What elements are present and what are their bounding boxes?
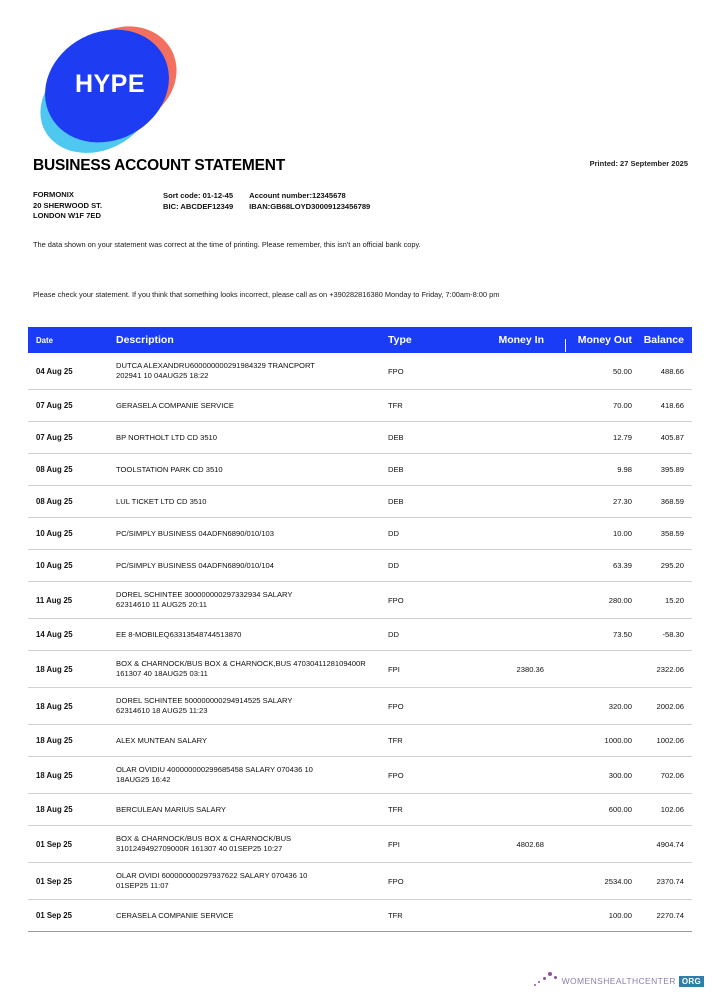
table-row xyxy=(28,550,692,582)
description-line-2: 3101249492709000R 161307 40 01SEP25 10:27 xyxy=(116,844,283,853)
cell-money-out: 50.00 xyxy=(612,366,632,376)
cell-description xyxy=(116,561,388,571)
description-line-1: BP NORTHOLT LTD CD 3510 xyxy=(116,432,218,442)
cell-balance: 15.20 xyxy=(664,595,684,605)
cell-money-out: 1000.00 xyxy=(604,736,632,745)
cell-description xyxy=(116,401,388,411)
notice-printing: The data shown on your statement was correct at the time of printing. Please remember, this isn't an official bank copy. xyxy=(33,240,421,249)
table-row xyxy=(28,651,692,688)
cell-description xyxy=(116,871,388,891)
table-row xyxy=(28,757,692,794)
description-line-1: BOX & CHARNOCK/BUS BOX & CHARNOCK,BUS 4703041128109400R xyxy=(116,659,366,668)
table-row xyxy=(28,582,692,619)
cell-description xyxy=(116,497,388,507)
cell-date: 04 Aug 25 xyxy=(36,366,73,376)
cell-date: 07 Aug 25 xyxy=(36,433,73,442)
cell-type: FPI xyxy=(388,839,400,849)
transactions-table xyxy=(28,327,692,932)
cell-description xyxy=(116,433,388,443)
description-line-2: 62314610 18 AUG25 11:23 xyxy=(116,706,208,715)
cell-type: DEB xyxy=(388,433,404,442)
iban: IBAN:GB68LOYD30009123456789 xyxy=(249,202,371,211)
account-holder-name: FORMONIX xyxy=(33,190,74,199)
cell-balance: -58.30 xyxy=(662,630,684,639)
table-row xyxy=(28,390,692,422)
cell-type: DEB xyxy=(388,497,404,506)
cell-description xyxy=(116,659,388,679)
cell-money-out: 73.50 xyxy=(612,630,632,639)
table-header-row xyxy=(28,327,692,353)
account-holder-address xyxy=(33,190,102,222)
cell-date: 07 Aug 25 xyxy=(36,401,73,410)
description-line-1: DOREL SCHINTEE 500000000294914525 SALARY xyxy=(116,696,293,705)
description-line-1: PC/SIMPLY BUSINESS 04ADFN6890/010/103 xyxy=(116,528,275,538)
cell-type: TFR xyxy=(388,911,403,920)
cell-description xyxy=(116,361,388,381)
cell-balance: 2370.74 xyxy=(656,876,684,886)
cell-money-in: 2380.36 xyxy=(516,664,544,674)
cell-date: 18 Aug 25 xyxy=(36,736,73,745)
cell-money-out: 280.00 xyxy=(608,595,632,605)
cell-money-out: 27.30 xyxy=(612,497,632,506)
cell-date: 10 Aug 25 xyxy=(36,529,73,538)
cell-description xyxy=(116,736,388,746)
table-row xyxy=(28,794,692,826)
cell-date: 11 Aug 25 xyxy=(36,595,73,605)
table-row xyxy=(28,486,692,518)
cell-balance: 1002.06 xyxy=(656,736,684,745)
column-header-description: Description xyxy=(116,334,174,346)
cell-balance: 2322.06 xyxy=(656,664,684,674)
table-row xyxy=(28,422,692,454)
account-details-row-1 xyxy=(163,190,370,201)
description-line-1: DOREL SCHINTEE 300000000297332934 SALARY xyxy=(116,590,293,599)
column-header-money-in: Money In xyxy=(498,334,544,346)
description-line-2: 62314610 11 AUG25 20:11 xyxy=(116,600,207,609)
account-details xyxy=(163,190,370,212)
cell-date: 08 Aug 25 xyxy=(36,465,73,474)
description-line-1: ALEX MUNTEAN SALARY xyxy=(116,735,208,745)
cell-type: TFR xyxy=(388,736,403,745)
cell-type: TFR xyxy=(388,805,403,814)
cell-type: DD xyxy=(388,529,399,538)
table-row xyxy=(28,353,692,390)
cell-type: DD xyxy=(388,561,399,570)
cell-money-out: 600.00 xyxy=(608,805,632,814)
description-line-1: OLAR OVIDIU 400000000299685458 SALARY 070436 10 xyxy=(116,765,313,774)
cell-type: FPO xyxy=(388,366,404,376)
cell-type: FPI xyxy=(388,664,400,674)
cell-date: 18 Aug 25 xyxy=(36,701,73,711)
cell-money-out: 2534.00 xyxy=(604,876,632,886)
cell-money-out: 12.79 xyxy=(612,433,632,442)
cell-balance: 2002.06 xyxy=(656,701,684,711)
cell-money-out: 63.39 xyxy=(612,561,632,570)
description-line-2: 202941 10 04AUG25 18:22 xyxy=(116,371,209,380)
header-tick-mark xyxy=(565,339,566,352)
description-line-1: GERASELA COMPANIE SERVICE xyxy=(116,400,234,410)
table-row xyxy=(28,619,692,651)
description-line-2: 01SEP25 11:07 xyxy=(116,881,169,890)
cell-type: DD xyxy=(388,630,399,639)
cell-money-out: 100.00 xyxy=(608,911,632,920)
description-line-1: PC/SIMPLY BUSINESS 04ADFN6890/010/104 xyxy=(116,560,275,570)
cell-type: FPO xyxy=(388,701,404,711)
cell-balance: 4904.74 xyxy=(656,839,684,849)
cell-balance: 418.66 xyxy=(660,401,684,410)
table-row xyxy=(28,454,692,486)
cell-description xyxy=(116,911,388,921)
address-line-1: 20 SHERWOOD ST. xyxy=(33,200,103,210)
cell-money-out: 320.00 xyxy=(608,701,632,711)
cell-type: DEB xyxy=(388,465,404,474)
watermark-tld: ORG xyxy=(679,976,704,987)
description-line-1: OLAR OVIDI 600000000297937622 SALARY 070436 10 xyxy=(116,871,308,880)
cell-balance: 358.59 xyxy=(660,529,684,538)
cell-description xyxy=(116,529,388,539)
cell-description xyxy=(116,465,388,475)
logo-wordmark: HYPE xyxy=(74,70,146,98)
cell-type: FPO xyxy=(388,770,404,780)
cell-balance: 368.59 xyxy=(660,497,684,506)
cell-description xyxy=(116,765,388,785)
printed-date: Printed: 27 September 2025 xyxy=(589,159,688,168)
cell-date: 10 Aug 25 xyxy=(36,561,73,570)
notice-contact: Please check your statement. If you think that something looks incorrect, please call as on +390282816380 Monday to Friday, 7:00am-8:00 pm xyxy=(33,290,500,299)
cell-balance: 405.87 xyxy=(660,433,684,442)
description-line-1: BOX & CHARNOCK/BUS BOX & CHARNOCK/BUS xyxy=(116,834,292,843)
cell-balance: 102.06 xyxy=(660,805,684,814)
watermark-text: WOMENSHEALTHCENTER xyxy=(561,976,676,986)
table-row xyxy=(28,688,692,725)
cell-type: FPO xyxy=(388,595,404,605)
brand-logo xyxy=(30,22,190,142)
column-header-date: Date xyxy=(36,335,53,345)
cell-money-out: 300.00 xyxy=(608,770,632,780)
account-details-row-2 xyxy=(163,201,370,212)
sort-code: Sort code: 01-12-45 xyxy=(163,191,234,200)
cell-date: 18 Aug 25 xyxy=(36,664,73,674)
description-line-1: LUL TICKET LTD CD 3510 xyxy=(116,496,207,506)
column-header-type: Type xyxy=(388,334,412,346)
cell-type: FPO xyxy=(388,876,404,886)
cell-description xyxy=(116,630,388,640)
footer-watermark xyxy=(534,970,704,992)
column-header-money-out: Money Out xyxy=(577,334,632,346)
cell-date: 01 Sep 25 xyxy=(36,876,72,886)
description-line-1: TOOLSTATION PARK CD 3510 xyxy=(116,464,223,474)
description-line-1: DUTCA ALEXANDRU600000000291984329 TRANCPORT xyxy=(116,361,315,370)
table-row xyxy=(28,863,692,900)
dots-icon xyxy=(534,972,560,990)
bic: BIC: ABCDEF12349 xyxy=(163,202,234,211)
description-line-2: 161307 40 18AUG25 03:11 xyxy=(116,669,208,678)
description-line-1: CERASELA COMPANIE SERVICE xyxy=(116,910,234,920)
cell-date: 14 Aug 25 xyxy=(36,630,73,639)
cell-money-out: 70.00 xyxy=(612,401,632,410)
cell-balance: 395.89 xyxy=(660,465,684,474)
cell-balance: 702.06 xyxy=(660,770,684,780)
cell-description xyxy=(116,834,388,854)
description-line-2: 18AUG25 16:42 xyxy=(116,775,171,784)
cell-description xyxy=(116,590,388,610)
table-body xyxy=(28,353,692,932)
cell-money-in: 4802.68 xyxy=(516,839,544,849)
column-header-balance: Balance xyxy=(643,334,684,346)
table-row xyxy=(28,900,692,932)
cell-money-out: 9.98 xyxy=(617,465,632,474)
address-line-2: LONDON W1F 7ED xyxy=(33,211,101,220)
description-line-1: BERCULEAN MARIUS SALARY xyxy=(116,804,227,814)
cell-description xyxy=(116,805,388,815)
table-row xyxy=(28,826,692,863)
cell-balance: 295.20 xyxy=(660,561,684,570)
cell-date: 08 Aug 25 xyxy=(36,497,73,506)
cell-money-out: 10.00 xyxy=(612,529,632,538)
cell-balance: 2270.74 xyxy=(656,911,684,920)
table-row xyxy=(28,518,692,550)
cell-date: 18 Aug 25 xyxy=(36,805,73,814)
table-row xyxy=(28,725,692,757)
cell-date: 18 Aug 25 xyxy=(36,770,73,780)
cell-date: 01 Sep 25 xyxy=(36,911,72,920)
description-line-1: EE 8-MOBILEQ63313548744513870 xyxy=(116,629,242,639)
page-title: BUSINESS ACCOUNT STATEMENT xyxy=(33,157,285,174)
cell-balance: 488.66 xyxy=(660,366,684,376)
cell-date: 01 Sep 25 xyxy=(36,839,72,849)
account-number: Account number:12345678 xyxy=(249,191,346,200)
cell-description xyxy=(116,696,388,716)
cell-type: TFR xyxy=(388,401,403,410)
